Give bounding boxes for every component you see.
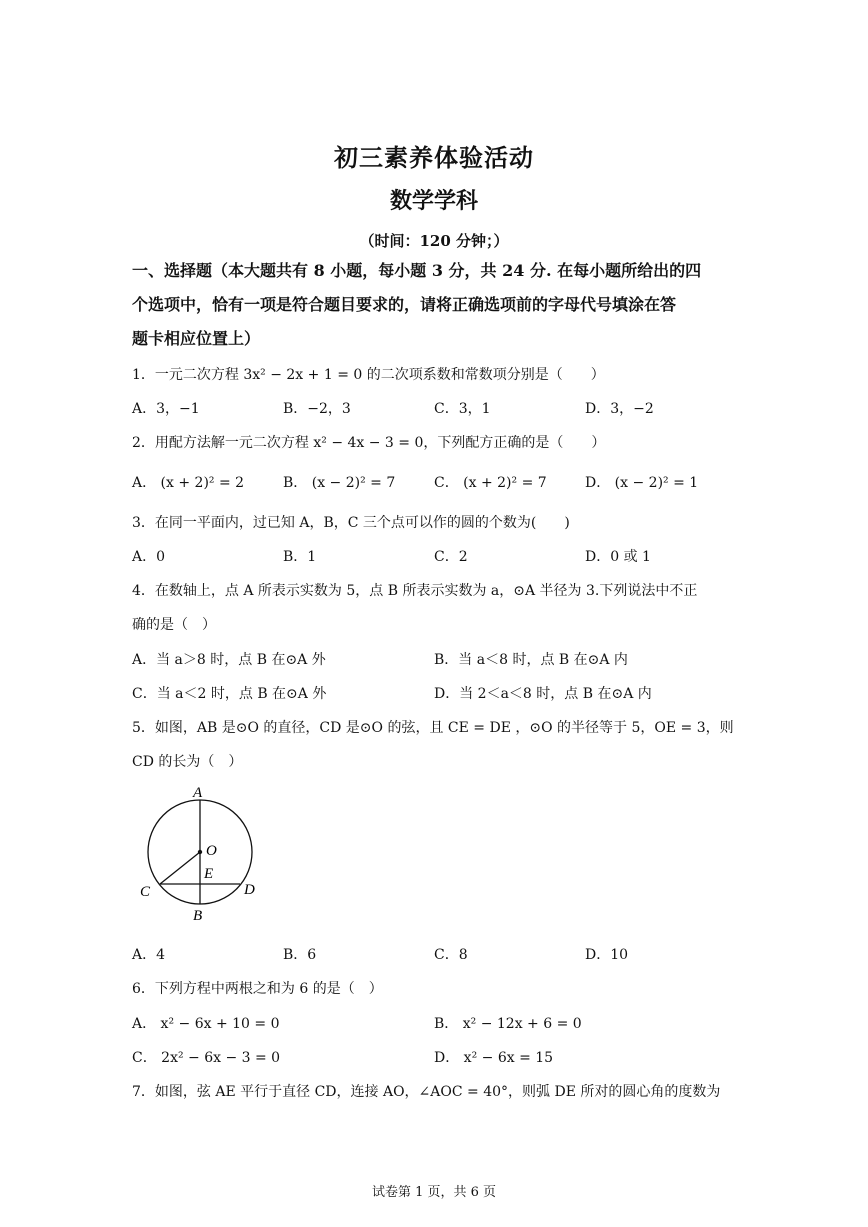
question-1-stem: 1．一元二次方程 3x² − 2x + 1 = 0 的二次项系数和常数项分别是（ ） [132, 367, 605, 383]
question-1-option-b: B．−2，3 [283, 401, 351, 417]
section-heading-line3: 题卡相应位置上） [132, 329, 261, 348]
question-2-option-d: D． (x − 2)² = 1 [585, 475, 699, 491]
question-5-option-c: C．8 [434, 947, 468, 963]
question-5-option-a: A．4 [132, 947, 166, 963]
page-footer: 试卷第 1 页，共 6 页 [371, 1185, 497, 1200]
question-4-stem-line1: 4．在数轴上，点 A 所表示实数为 5，点 B 所表示实数为 a，⊙A 半径为 3.下列说法中不正 [132, 583, 698, 599]
segment-oc [160, 852, 200, 884]
question-2-option-c: C． (x + 2)² = 7 [434, 475, 547, 491]
question-7-stem: 7．如图，弦 AE 平行于直径 CD，连接 AO，∠AOC = 40°，则弧 DE 所对的圆心角的度数为 [132, 1084, 721, 1100]
section-heading-line2: 个选项中，恰有一项是符合题目要求的，请将正确选项前的字母代号填涂在答 [132, 295, 677, 314]
question-6-option-d: D． x² − 6x = 15 [434, 1050, 554, 1066]
question-4-option-d: D．当 2＜a＜8 时，点 B 在⊙A 内 [434, 686, 652, 702]
question-4-stem-line2: 确的是（ ） [132, 617, 216, 633]
question-4-option-c: C．当 a＜2 时，点 B 在⊙A 外 [132, 686, 327, 702]
question-6-stem: 6．下列方程中两根之和为 6 的是（ ） [132, 981, 383, 997]
subject-title: 数学学科 [389, 188, 478, 214]
question-4-option-a: A．当 a＞8 时，点 B 在⊙A 外 [132, 652, 326, 668]
label-o: O [206, 843, 217, 859]
time-limit: （时间：120 分钟；） [359, 232, 509, 250]
label-c: C [140, 884, 151, 900]
question-6-option-b: B． x² − 12x + 6 = 0 [434, 1016, 582, 1032]
exam-title: 初三素养体验活动 [334, 143, 534, 172]
question-6-option-a: A． x² − 6x + 10 = 0 [132, 1016, 280, 1032]
question-5-circle-figure [132, 780, 272, 928]
question-3-option-c: C．2 [434, 549, 468, 565]
question-5-stem-line2: CD 的长为（ ） [132, 754, 243, 770]
center-point-o [198, 850, 202, 854]
question-3-stem: 3．在同一平面内，过已知 A，B，C 三个点可以作的圆的个数为( ) [132, 515, 570, 531]
label-e: E [204, 866, 214, 882]
question-5-stem-line1: 5．如图，AB 是⊙O 的直径，CD 是⊙O 的弦，且 CE = DE ，⊙O 的半径等于 5，OE = 3，则 [132, 720, 734, 736]
label-d: D [244, 882, 255, 898]
question-2-option-a: A． (x + 2)² = 2 [132, 475, 245, 491]
question-2-option-b: B． (x − 2)² = 7 [283, 475, 396, 491]
question-5-option-b: B．6 [283, 947, 317, 963]
question-6-option-c: C． 2x² − 6x − 3 = 0 [132, 1050, 281, 1066]
question-2-stem: 2．用配方法解一元二次方程 x² − 4x − 3 = 0，下列配方正确的是（ ） [132, 435, 606, 451]
question-1-option-c: C．3，1 [434, 401, 491, 417]
question-1-option-a: A．3，−1 [132, 401, 200, 417]
question-4-option-b: B．当 a＜8 时，点 B 在⊙A 内 [434, 652, 628, 668]
section-heading-line1: 一、选择题（本大题共有 8 小题，每小题 3 分，共 24 分. 在每小题所给出的四 [132, 261, 702, 280]
label-b: B [193, 908, 203, 924]
question-5-option-d: D．10 [585, 947, 629, 963]
question-3-option-a: A．0 [132, 549, 166, 565]
label-a: A [193, 785, 203, 801]
question-3-option-b: B．1 [283, 549, 317, 565]
question-1-option-d: D．3，−2 [585, 401, 654, 417]
question-3-option-d: D．0 或 1 [585, 549, 651, 565]
